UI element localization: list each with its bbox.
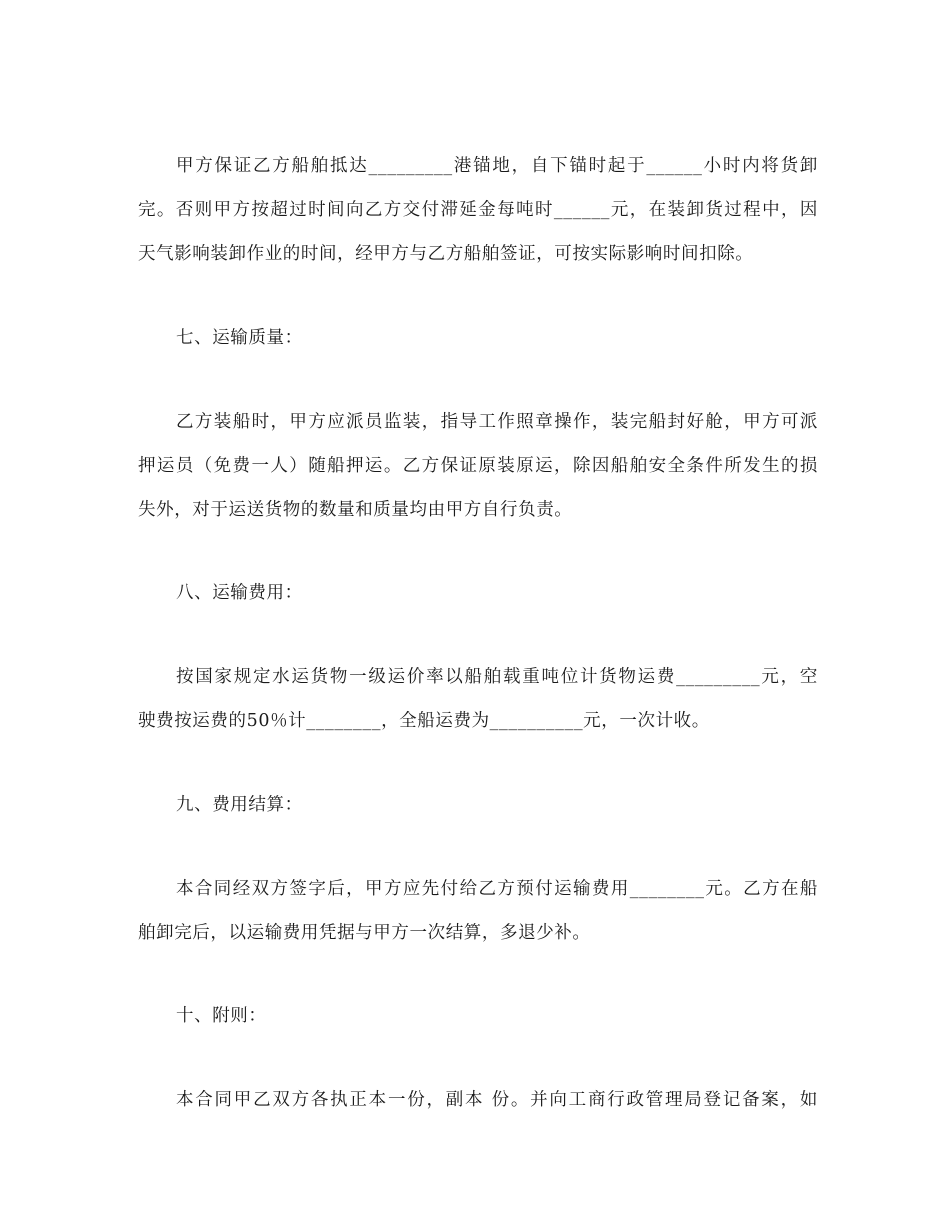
paragraph-line: 驶费按运费的50％计________，全船运费为__________元，一次计收。 xyxy=(138,711,710,731)
paragraph-line: 完。否则甲方按超过时间向乙方交付滞延金每吨时______元，在装卸货过程中，因 xyxy=(138,200,818,220)
paragraph-line: 乙方装船时，甲方应派员监装，指导工作照章操作，装完船封好舱，甲方可派 xyxy=(176,412,818,432)
paragraph-line: 本合同甲乙双方各执正本一份，副本 份。并向工商行政管理局登记备案，如 xyxy=(176,1090,818,1110)
section-heading-settlement: 九、费用结算： xyxy=(176,795,303,815)
paragraph-line: 天气影响装卸作业的时间，经甲方与乙方船舶签证，可按实际影响时间扣除。 xyxy=(138,244,754,264)
section-heading-supplementary: 十、附则： xyxy=(176,1006,267,1026)
paragraph-line: 甲方保证乙方船舶抵达_________港锚地，自下锚时起于______小时内将货卸 xyxy=(176,156,818,176)
paragraph-line: 失外，对于运送货物的数量和质量均由甲方自行负责。 xyxy=(138,500,573,520)
section-heading-quality: 七、运输质量： xyxy=(176,328,303,348)
paragraph-line: 舶卸完后，以运输费用凭据与甲方一次结算，多退少补。 xyxy=(138,923,591,943)
section-heading-fees: 八、运输费用： xyxy=(176,583,303,603)
paragraph-line: 按国家规定水运货物一级运价率以船舶载重吨位计货物运费_________元，空 xyxy=(176,667,818,687)
paragraph-line: 押运员（免费一人）随船押运。乙方保证原装原运，除因船舶安全条件所发生的损 xyxy=(138,456,818,476)
paragraph-line: 本合同经双方签字后，甲方应先付给乙方预付运输费用________元。乙方在船 xyxy=(176,879,818,899)
